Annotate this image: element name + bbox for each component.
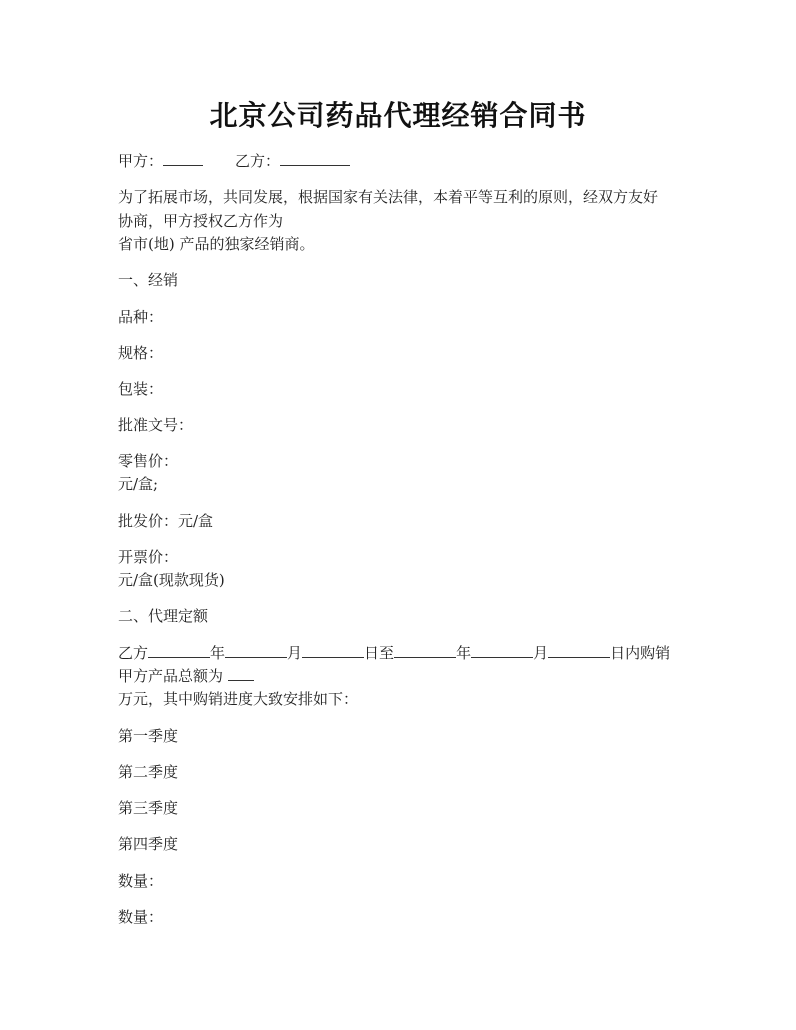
blank <box>148 643 210 658</box>
quarter-2: 第二季度 <box>118 763 179 781</box>
quota-total-blank <box>228 666 254 681</box>
quota-day-end-label: 日内购销 <box>610 644 671 662</box>
invoice-price-field: 开票价： <box>118 548 179 566</box>
quarter-4: 第四季度 <box>118 835 179 853</box>
quota-day-to-label: 日至 <box>364 644 395 662</box>
spec-field: 规格： <box>118 344 164 362</box>
quota-month2-label: 月 <box>533 644 549 662</box>
section-2-heading: 二、代理定额 <box>118 607 209 625</box>
blank <box>225 643 287 658</box>
party-a-blank <box>163 151 203 166</box>
blank <box>471 643 533 658</box>
retail-price-field: 零售价： <box>118 452 179 470</box>
invoice-price-unit: 元/盒(现款现货) <box>118 571 225 589</box>
packaging-field: 包装： <box>118 380 164 398</box>
intro-line-3: 省市(地) 产品的独家经销商。 <box>118 235 315 253</box>
quota-period-line <box>118 642 670 664</box>
quota-party: 乙方 <box>118 644 149 662</box>
party-a-label: 甲方： <box>118 152 164 170</box>
retail-price-unit: 元/盒; <box>118 475 159 493</box>
quantity-field-2: 数量： <box>118 908 164 926</box>
quota-month-label: 月 <box>287 644 303 662</box>
party-b-blank <box>280 151 350 166</box>
intro-line-1: 为了拓展市场，共同发展，根据国家有关法律，本着平等互利的原则，经双方友好 <box>118 188 659 206</box>
blank <box>394 643 456 658</box>
approval-number-field: 批准文号： <box>118 416 194 434</box>
quarter-1: 第一季度 <box>118 727 179 745</box>
quota-total-label: 甲方产品总额为 <box>118 667 224 685</box>
party-b-label: 乙方： <box>235 152 281 170</box>
blank <box>548 643 610 658</box>
quarter-3: 第三季度 <box>118 799 179 817</box>
intro-line-2: 协商，甲方授权乙方作为 <box>118 212 284 230</box>
quota-year-label: 年 <box>210 644 226 662</box>
quota-year2-label: 年 <box>456 644 472 662</box>
document-title: 北京公司药品代理经销合同书 <box>209 99 587 132</box>
wholesale-price-field: 批发价：元/盒 <box>118 512 214 530</box>
section-1-heading: 一、经销 <box>118 271 179 289</box>
parties-line <box>118 150 350 172</box>
quota-total-line <box>118 665 254 687</box>
quota-schedule-line: 万元，其中购销进度大致安排如下： <box>118 690 359 708</box>
variety-field: 品种： <box>118 308 164 326</box>
quantity-field-1: 数量： <box>118 872 164 890</box>
blank <box>302 643 364 658</box>
